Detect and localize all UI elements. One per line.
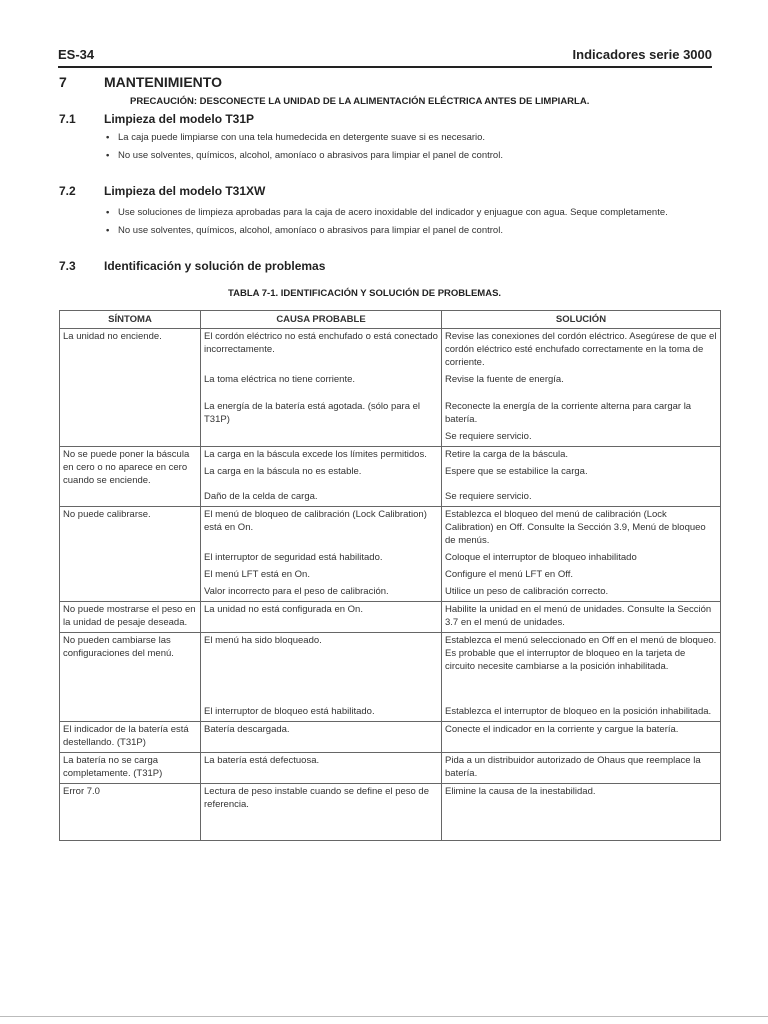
subsection-title: Limpieza del modelo T31P: [104, 112, 255, 126]
cause-cell: La energía de la batería está agotada. (sólo para el T31P): [201, 389, 442, 429]
cause-cell: Valor incorrecto para el peso de calibración.: [201, 584, 442, 602]
bullet-list: [104, 131, 684, 167]
caution-note: PRECAUCIÓN: DESCONECTE LA UNIDAD DE LA ALIMENTACIÓN ELÉCTRICA ANTES DE LIMPIARLA.: [130, 96, 590, 107]
solution-cell: Establezca el menú seleccionado en Off en el menú de bloqueo. Es probable que el interruptor de bloqueo en la tarjeta de circuito necesite cambiarse a la posición inhabilitada.: [442, 633, 721, 677]
section-number: 7: [59, 74, 67, 90]
solution-cell: Se requiere servicio.: [442, 429, 721, 447]
cause-cell: La unidad no está configurada en On.: [201, 602, 442, 633]
symptom-cell: La unidad no enciende.: [60, 329, 201, 447]
column-header: SÍNTOMA: [60, 311, 201, 329]
solution-cell: Habilite la unidad en el menú de unidades. Consulte la Sección 3.7 en el menú de unidades.: [442, 602, 721, 633]
cause-cell: El menú LFT está en On.: [201, 567, 442, 584]
symptom-cell: El indicador de la batería está destellando. (T31P): [60, 722, 201, 753]
symptom-cell: Error 7.0: [60, 784, 201, 841]
solution-cell: Espere que se estabilice la carga.: [442, 464, 721, 481]
header-rule: [58, 66, 712, 68]
solution-cell: Revise la fuente de energía.: [442, 372, 721, 389]
bullet-item: • No use solventes, químicos, alcohol, amoníaco o abrasivos para limpiar el panel de control.: [104, 149, 684, 162]
cause-cell: [201, 429, 442, 447]
symptom-cell: No puede mostrarse el peso en la unidad de pesaje deseada.: [60, 602, 201, 633]
page-code: ES-34: [58, 47, 95, 62]
table-row: [60, 784, 721, 841]
subsection-title: Limpieza del modelo T31XW: [104, 184, 266, 198]
troubleshooting-table: [59, 310, 721, 841]
cause-cell: La carga en la báscula excede los límites permitidos.: [201, 447, 442, 465]
solution-cell: Revise las conexiones del cordón eléctrico. Asegúrese de que el cordón eléctrico esté enchufado correctamente en la toma de corriente.: [442, 329, 721, 373]
cause-cell: La carga en la báscula no es estable.: [201, 464, 442, 481]
table-row: [60, 753, 721, 784]
table-header-row: [60, 311, 721, 329]
cause-cell: La batería está defectuosa.: [201, 753, 442, 784]
table-row: [60, 447, 721, 465]
bullet-item: • La caja puede limpiarse con una tela humedecida en detergente suave si es necesario.: [104, 131, 684, 144]
document-title: Indicadores serie 3000: [572, 47, 712, 62]
cause-cell: El cordón eléctrico no está enchufado o está conectado incorrectamente.: [201, 329, 442, 373]
symptom-cell: La batería no se carga completamente. (T31P): [60, 753, 201, 784]
cause-cell: El interruptor de seguridad está habilitado.: [201, 550, 442, 567]
subsection-number: 7.1: [59, 112, 76, 126]
cause-cell: Lectura de peso instable cuando se define el peso de referencia.: [201, 784, 442, 841]
section-title: MANTENIMIENTO: [104, 74, 222, 90]
solution-cell: Establezca el bloqueo del menú de calibración (Lock Calibration) en Off. Consulte la Sección 3.9, Menú de bloqueo de menús.: [442, 507, 721, 551]
table-row: [60, 507, 721, 551]
subsection-number: 7.2: [59, 184, 76, 198]
solution-cell: Pida a un distribuidor autorizado de Ohaus que reemplace la batería.: [442, 753, 721, 784]
bullet-list: [104, 206, 684, 242]
table-row: [60, 329, 721, 373]
table-row: [60, 722, 721, 753]
bullet-item: • Use soluciones de limpieza aprobadas para la caja de acero inoxidable del indicador y enjuague con agua. Seque completamente.: [104, 206, 684, 219]
symptom-cell: No puede calibrarse.: [60, 507, 201, 602]
table-body: [60, 329, 721, 841]
cause-cell: El interruptor de bloqueo está habilitado.: [201, 676, 442, 722]
solution-cell: Se requiere servicio.: [442, 481, 721, 507]
solution-cell: Reconecte la energía de la corriente alterna para cargar la batería.: [442, 389, 721, 429]
column-header: CAUSA PROBABLE: [201, 311, 442, 329]
subsection-number: 7.3: [59, 259, 76, 273]
cause-cell: La toma eléctrica no tiene corriente.: [201, 372, 442, 389]
cause-cell: El menú de bloqueo de calibración (Lock Calibration) está en On.: [201, 507, 442, 551]
page-bottom-rule: [0, 1016, 768, 1017]
table-title: TABLA 7-1. IDENTIFICACIÓN Y SOLUCIÓN DE PROBLEMAS.: [228, 288, 502, 299]
solution-cell: Elimine la causa de la inestabilidad.: [442, 784, 721, 841]
symptom-cell: No se puede poner la báscula en cero o no aparece en cero cuando se enciende.: [60, 447, 201, 507]
cause-cell: El menú ha sido bloqueado.: [201, 633, 442, 677]
solution-cell: Configure el menú LFT en Off.: [442, 567, 721, 584]
solution-cell: Conecte el indicador en la corriente y cargue la batería.: [442, 722, 721, 753]
solution-cell: Utilice un peso de calibración correcto.: [442, 584, 721, 602]
column-header: SOLUCIÓN: [442, 311, 721, 329]
table-row: [60, 633, 721, 677]
solution-cell: Establezca el interruptor de bloqueo en la posición inhabilitada.: [442, 676, 721, 722]
subsection-title: Identificación y solución de problemas: [104, 259, 326, 273]
table-row: [60, 602, 721, 633]
cause-cell: Daño de la celda de carga.: [201, 481, 442, 507]
solution-cell: Retire la carga de la báscula.: [442, 447, 721, 465]
bullet-item: • No use solventes, químicos, alcohol, amoníaco o abrasivos para limpiar el panel de control.: [104, 224, 684, 237]
solution-cell: Coloque el interruptor de bloqueo inhabilitado: [442, 550, 721, 567]
cause-cell: Batería descargada.: [201, 722, 442, 753]
symptom-cell: No pueden cambiarse las configuraciones del menú.: [60, 633, 201, 722]
